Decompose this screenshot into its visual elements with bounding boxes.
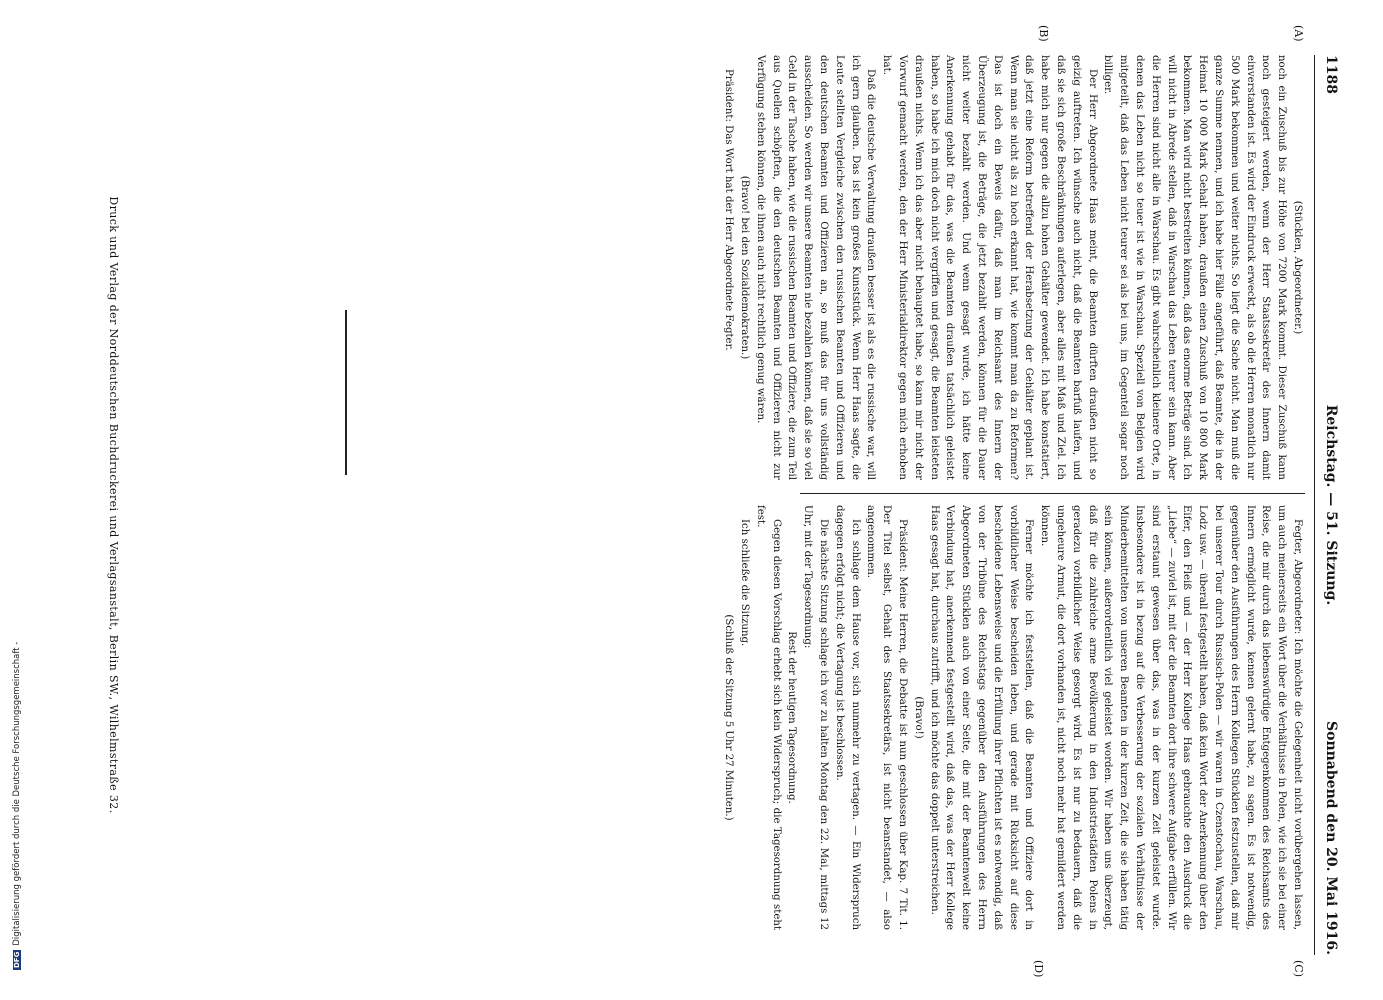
- paragraph: Gegen diesen Vorschlag erhebt sich kein Widerspruch; die Tagesordnung steht fest.: [754, 505, 782, 930]
- digitization-note: [12, 642, 22, 970]
- margin-label-c: (C): [1292, 960, 1305, 977]
- paragraph: Präsident: Das Wort hat der Herr Abgeordnete Fegter.: [723, 69, 735, 351]
- dfg-logo: DFG: [13, 951, 21, 968]
- paragraph: Die nächste Sitzung schlage ich vor zu halten Montag den 22. Mai, mittags 12 Uhr, mit der Tagesordnung:: [802, 505, 830, 930]
- column-divider: [800, 493, 1305, 494]
- paragraph: Daß die deutsche Verwaltung draußen besser ist als es die russische war, will ich gern glauben. Das ist kein großes Kunststück. Wenn Herr Haas sagte, die Leute stellten Vergleiche zwischen den russischen Beamten und Offizieren und den deutschen Beamten und Offizieren an, so muß das für uns vollständig ausscheiden. So werden wir unsere Beamten nie bezahlen können, daß sie so viel Geld in der Tasche haben, wie die russischen Beamten und Offiziere, die zum Teil aus Quellen schöpften, die den deutschen Beamten und Offizieren nicht zur Verfügung stehen können, die ihnen auch nicht rechtlich genug wären.: [754, 55, 877, 480]
- margin-label-b: (B): [1037, 25, 1050, 42]
- header-rule: [1314, 55, 1315, 955]
- page-header: [1311, 55, 1345, 955]
- paragraph: Der Herr Abgeordnete Haas meint, die Beamten dürften draußen nicht so geizig auftreten. Ich wünsche auch nicht, daß die Beamten barfuß laufen, und daß sie sich große Beschränkungen auferlegen, aber alles mit Maß und Ziel. Ich habe mich nur gegen die allzu hohen Gehälter gewendet. Ich habe konstatiert, daß jetzt eine Reform betreffend der Herabsetzung der Gehälter geplant ist. Wenn man sie nicht als zu hoch erkannt hat, wie kommt man da zu Reformen? Das ist doch ein Beweis dafür, daß man im Reichsamt des Innern der Überzeugung ist, die Beträge, die jetzt bezahlt werden, können für die Dauer nicht weiter bezahlt werden. Und wenn gesagt wurde, ich hätte keine Anerkennung gehabt für das, was die Beamten draußen tatsächlich geleistet haben, so habe ich mich doch nicht vergriffen und gesagt, die Beamten leisteten draußen nichts. Wenn ich das aber nicht behauptet habe, so kann mir nicht der Vorwurf gemacht werden, den der Herr Ministerialdirektor gegen mich erhoben hat.: [881, 55, 1098, 480]
- margin-label-a: (A): [1292, 25, 1305, 42]
- page-number: 1188: [1323, 55, 1339, 94]
- printer-imprint: Druck und Verlag der Norddeutschen Buchdruckerei und Verlagsanstalt, Berlin SW., Wilhelmstraße 32.: [107, 196, 120, 814]
- paragraph: Ich schlage dem Hause vor, sich nunmehr zu vertagen. — Ein Widerspruch dagegen erfolgt nicht; die Vertagung ist beschlossen.: [833, 505, 861, 930]
- paragraph: noch ein Zuschuß bis zur Höhe von 7200 Mark kommt. Dieser Zuschuß kann noch gesteigert werden, wenn der Herr Staatssekretär des Innern damit einverstanden ist. Es wird der Eindruck erweckt, als ob die Herren monatlich nur 500 Mark bekommen und weiter nichts. So liegt die Sache nicht. Man muß die ganze Summe nennen, und ich habe hier Fälle angeführt, daß Beamte, die in der Heimat 10 000 Mark Gehalt haben, draußen einen Zuschuß von 10 800 Mark bekommen. Man wird nicht bestreiten können, daß das enorme Beträge sind. Ich will nicht in Abrede stellen, daß in Warschau das Leben teurer sein kann. Aber die Herren sind nicht alle in Warschau. Es gibt wahrscheinlich kleinere Orte, in denen das Leben nicht so teuer ist wie in Warschau. Speziell von Belgien wird mitgeteilt, daß das Leben nicht teurer sei als bei uns, im Gegenteil sogar noch billiger.: [1102, 55, 1288, 480]
- closing-rule: [345, 310, 347, 475]
- paragraph: Ich schließe die Sitzung.: [739, 519, 751, 647]
- right-column: [721, 505, 1305, 930]
- applause-note: (Bravo! bei den Sozialdemokraten.): [739, 175, 751, 360]
- paragraph: Fegter, Abgeordneter: Ich möchte die Gelegenheit nicht vorübergehen lassen, um auch meinerseits ein Wort über die Verhältnisse in Polen, wie ich sie bei einer Reise, die mir durch das liebenswürdige Entgegenkommen des Reichsamts des Innern ermöglicht wurde, kennen gelernt habe, zu sagen. Es ist notwendig, gegenüber den Ausführungen des Herrn Kollegen Stücklen festzustellen, daß mir bei unserer Tour durch Russisch-Polen — wir waren in Czenstochau, Warschau, Lodz usw. — überall festgestellt haben, daß kein Wort der Anerkennung über den Eifer, den Fleiß und — der Herr Kollege Haas gebrauchte den Ausdruck die „Liebe“ — zuviel ist, mit der die Beamten dort ihre schwere Aufgabe erfüllen. Wir sind erstaunt gewesen über das, was in der kurzen Zeit geleistet wurde. Insbesondere ist in bezug auf die Verbesserung der sozialen Verhältnisse der Minderbemittelten von unseren Beamten in der kurzen Zeit, die sie haben tätig sein können, außerordentlich viel geleistet worden. Wir haben uns überzeugt, daß für die zahlreiche arme Bevölkerung in den Industriestädten Polens in geradezu vorbildlicher Weise gesorgt wird. Es ist nur zu bedauern, daß die ungeheure Armut, die dort vorhanden ist, nicht noch mehr hat gemildert werden können.: [1039, 505, 1303, 930]
- margin-label-d: (D): [1032, 960, 1045, 978]
- speaker-note: (Stücklen, Abgeordneter.): [1292, 200, 1303, 335]
- page-title: Reichstag. — 51. Sitzung.: [1323, 404, 1339, 606]
- session-date: Sonnabend den 20. Mai 1916.: [1323, 721, 1339, 955]
- digitization-text: Digitalisierung gefördert durch die Deutsche Forschungsgemeinschaft -: [12, 641, 22, 946]
- session-end-note: (Schluß der Sitzung 5 Uhr 27 Minuten.): [723, 614, 735, 821]
- scanned-page: [107, 25, 1345, 978]
- applause-note: (Bravo!): [912, 696, 924, 739]
- left-column: [721, 55, 1305, 480]
- paragraph: Ferner möchte ich feststellen, daß die Beamten und Offiziere dort in vorbildlicher Weise bescheiden leben, und gerade mit Rücksicht auf diese bescheidene Lebensweise und die Erfüllung ihrer Pflichten ist es notwendig, daß von der Tribüne des Reichstags gegenüber den Ausführungen des Herrn Abgeordneten Stücklen auch von einer Seite, die mit der Beamtenwelt keine Verbindung hat, anerkennend festgestellt wird, daß das, was der Herr Kollege Haas gesagt hat, durchaus zutrifft, und ich möchte das doppelt unterstreichen.: [928, 505, 1035, 930]
- agenda-item: Rest der heutigen Tagesordnung.: [786, 631, 798, 804]
- paragraph: Präsident: Meine Herren, die Debatte ist nun geschlossen über Kap. 7 Tit. 1. Der Titel selbst, Gehalt des Staatssekretärs, ist nicht beanstandet, — also angenommen.: [865, 505, 909, 930]
